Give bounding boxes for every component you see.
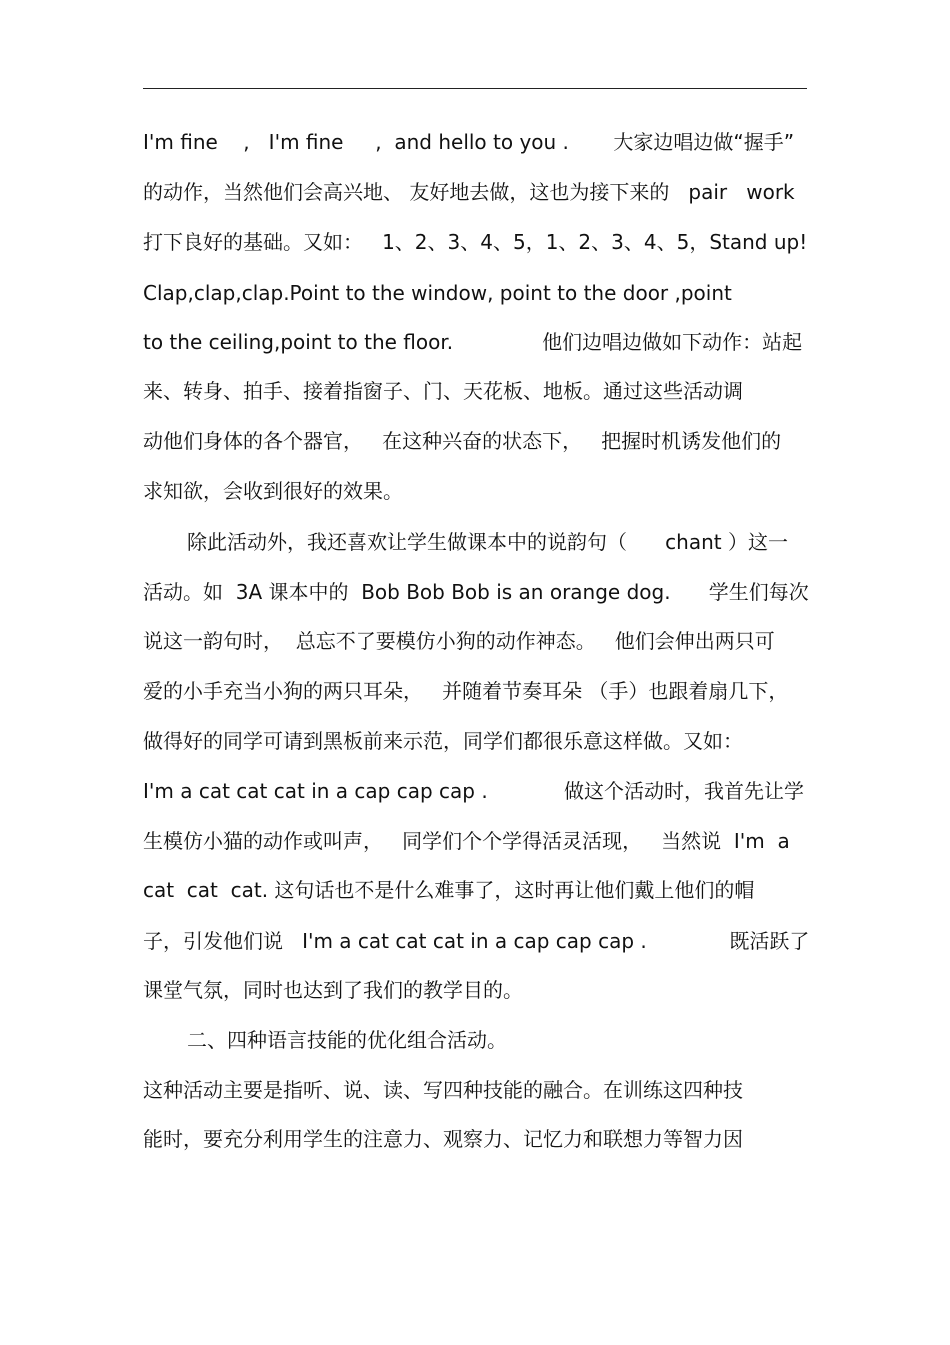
text-line: 能时，要充分利用学生的注意力、观察力、记忆力和联想力等智力因 bbox=[143, 1127, 743, 1151]
text-line: 活动。如 3A 课本中的 Bob Bob Bob is an orange dog. 学生们每次 bbox=[143, 580, 809, 604]
text-line: I'm fine , I'm fine , and hello to you . 大家边唱边做“握手” bbox=[143, 130, 795, 154]
text-line: 子，引发他们说 I'm a cat cat cat in a cap cap cap . 既活跃了 bbox=[143, 929, 810, 953]
text-line: 课堂气氛，同时也达到了我们的教学目的。 bbox=[143, 978, 523, 1002]
text-line: 来、转身、拍手、接着指窗子、门、天花板、地板。通过这些活动调 bbox=[143, 379, 743, 403]
text-line: 生模仿小猫的动作或叫声， 同学们个个学得活灵活现， 当然说 I'm a bbox=[143, 829, 790, 853]
text-line: 这种活动主要是指听、说、读、写四种技能的融合。在训练这四种技 bbox=[143, 1078, 743, 1102]
text-line: 动他们身体的各个器官， 在这种兴奋的状态下， 把握时机诱发他们的 bbox=[143, 429, 782, 453]
text-line: 的动作，当然他们会高兴地、 友好地去做，这也为接下来的 pair work bbox=[143, 180, 795, 204]
text-line: 打下良好的基础。又如： 1、2、3、4、5，1、2、3、4、5，Stand up! bbox=[143, 230, 808, 254]
header-rule bbox=[143, 88, 807, 89]
text-line: 做得好的同学可请到黑板前来示范，同学们都很乐意这样做。又如： bbox=[143, 729, 743, 753]
text-line: cat cat cat. 这句话也不是什么难事了，这时再让他们戴上他们的帽 bbox=[143, 878, 755, 902]
text-line: 求知欲，会收到很好的效果。 bbox=[143, 479, 403, 503]
text-line: I'm a cat cat cat in a cap cap cap . 做这个活动时，我首先让学 bbox=[143, 779, 804, 803]
text-line: 除此活动外，我还喜欢让学生做课本中的说韵句（ chant ）这一 bbox=[187, 530, 788, 554]
text-line: Clap,clap,clap.Point to the window, point to the door ,point bbox=[143, 281, 732, 305]
text-line: 说这一韵句时， 总忘不了要模仿小狗的动作神态。 他们会伸出两只可 bbox=[143, 629, 775, 653]
text-line: 爱的小手充当小狗的两只耳朵， 并随着节奏耳朵 （手）也跟着扇几下， bbox=[143, 679, 789, 703]
text-line: to the ceiling,point to the floor. 他们边唱边做如下动作：站起 bbox=[143, 330, 803, 354]
section-heading: 二、四种语言技能的优化组合活动。 bbox=[187, 1028, 507, 1052]
